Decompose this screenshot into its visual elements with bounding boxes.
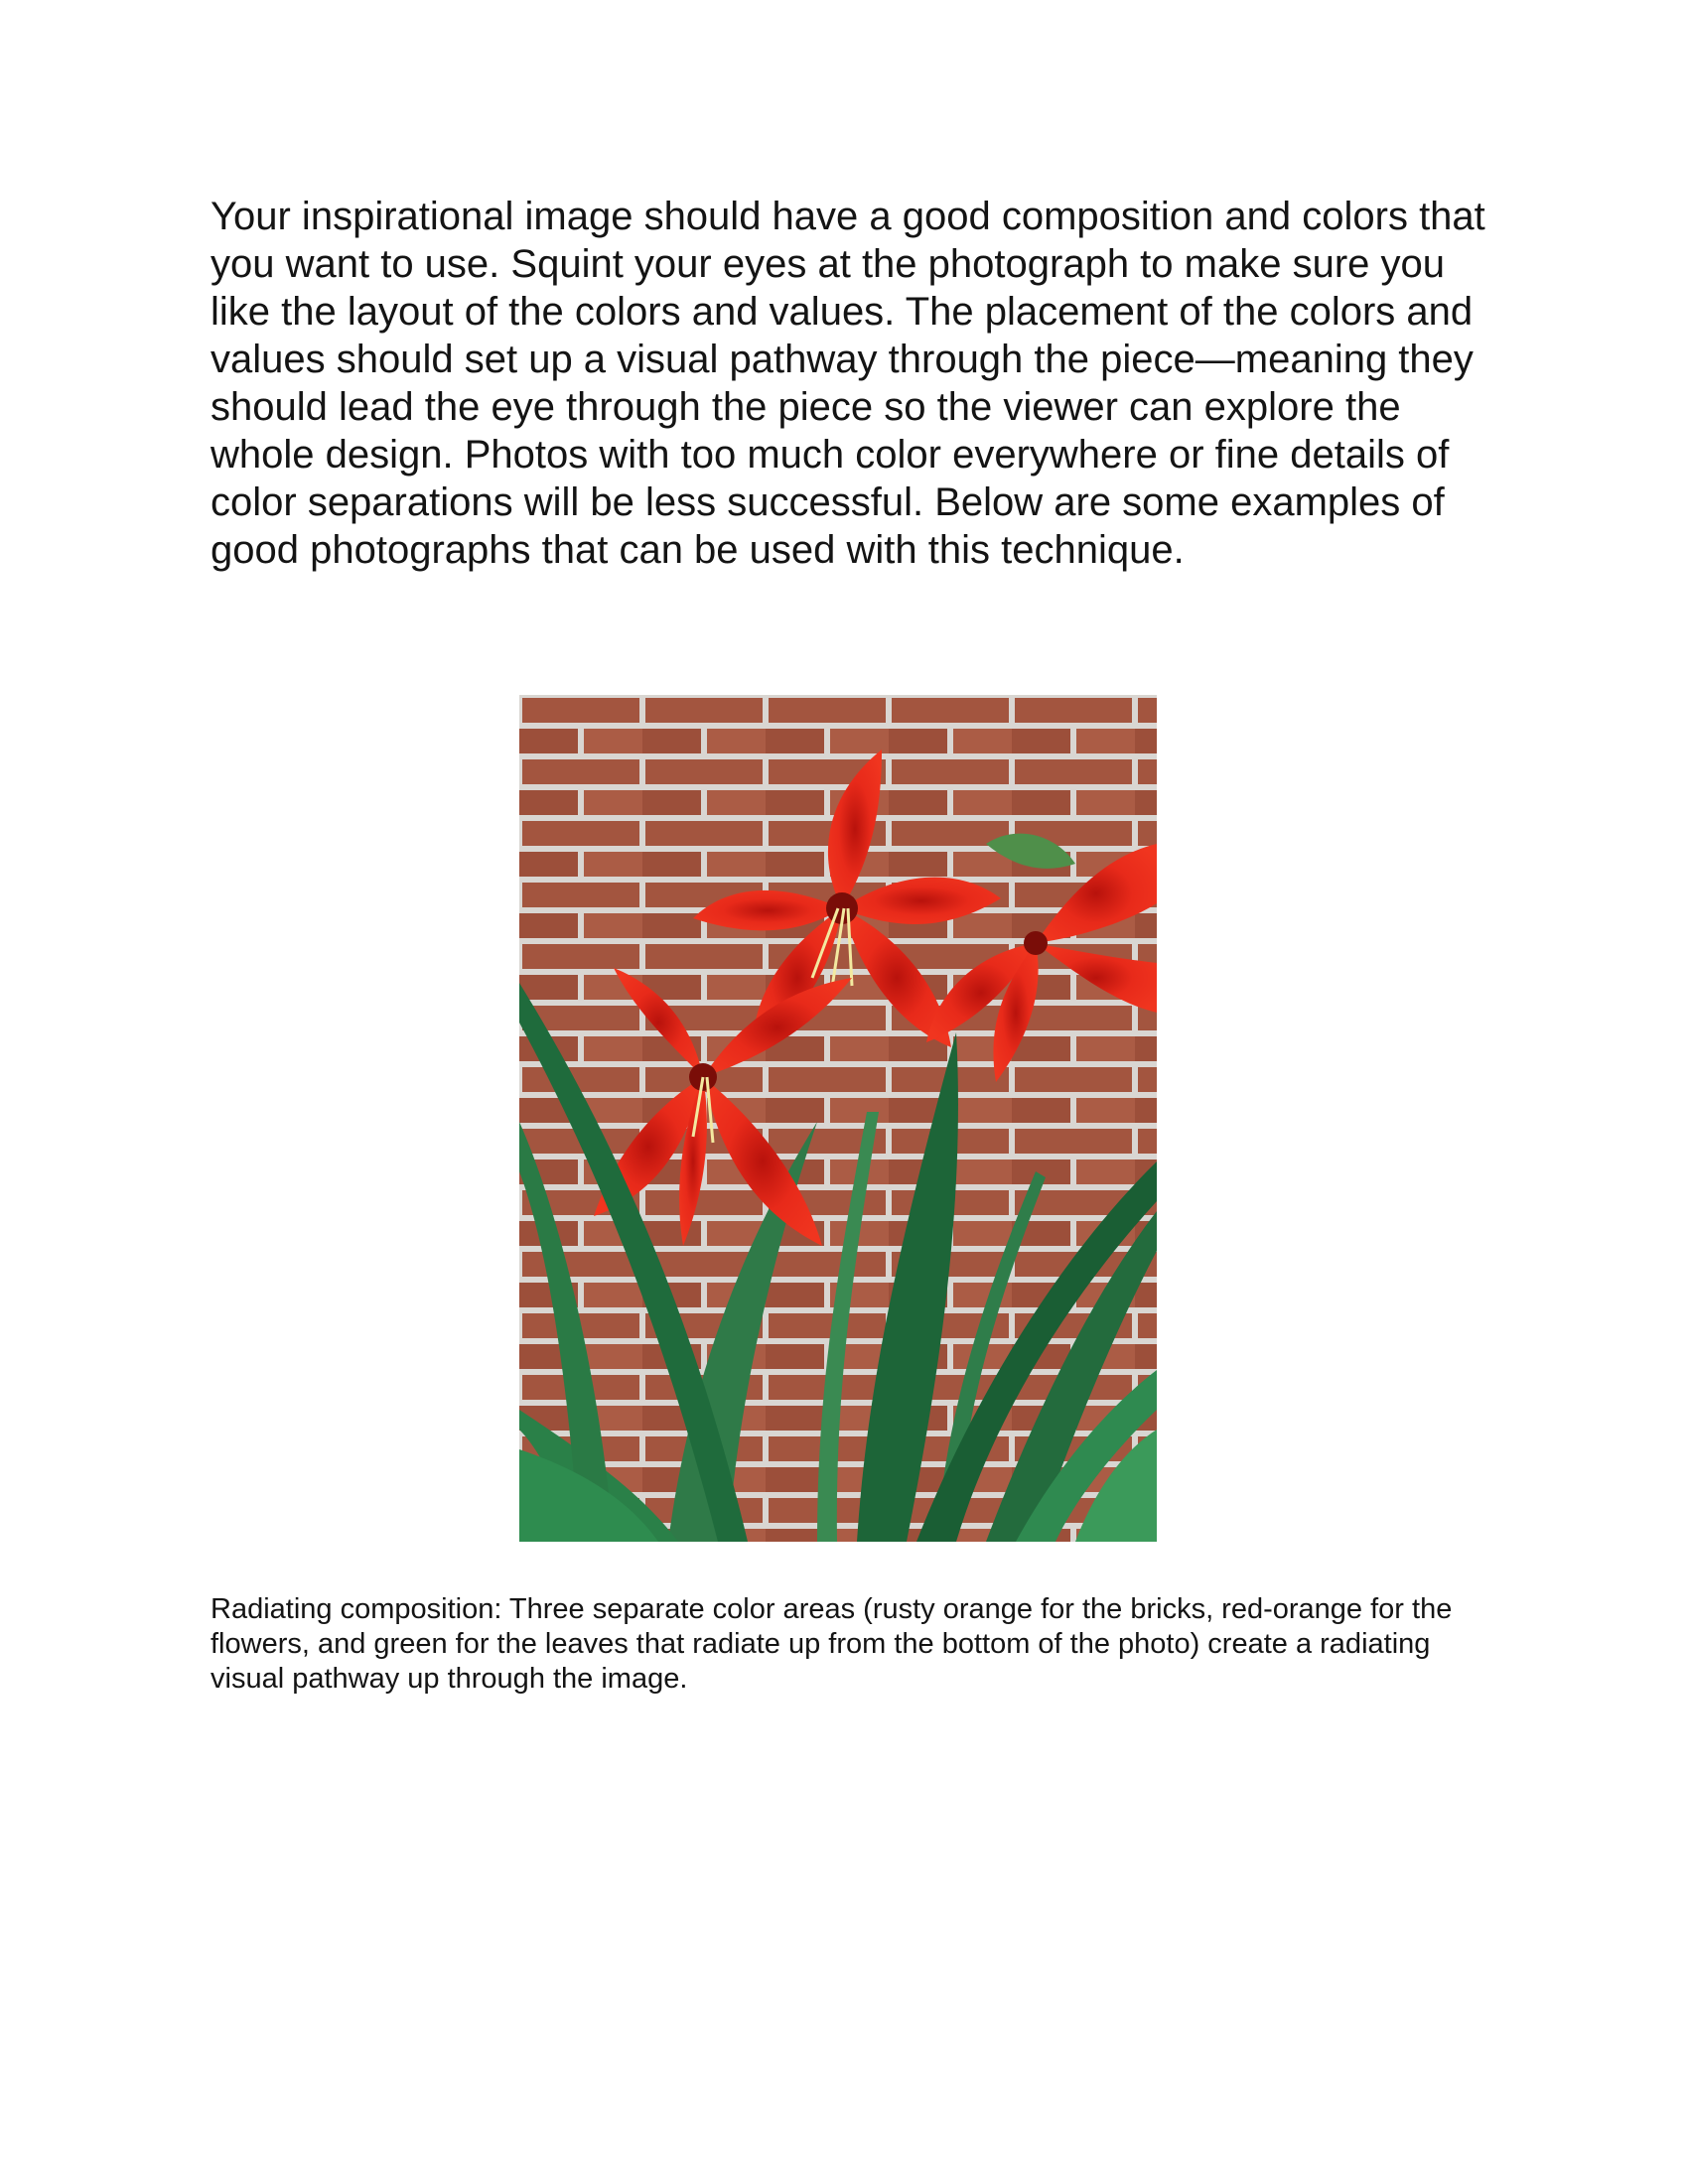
amaryllis-photo-illustration xyxy=(519,695,1157,1542)
figure-caption: Radiating composition: Three separate color areas (rusty orange for the bricks, red-orange for the flowers, and green for the leaves that radiate up from the bottom of the photo) create a radiating visual pathway up through the image. xyxy=(211,1593,1453,1695)
body-paragraph: Your inspirational image should have a good composition and colors that you want to use. Squint your eyes at the photograph to make sure you like the layout of the colors and values. The placement of the colors and values should set up a visual pathway through the piece—meaning they should lead the eye through the piece so the viewer can explore the whole design. Photos with too much color everywhere or fine details of color separations will be less successful. Below are some examples of good photographs that can be used with this technique. xyxy=(211,195,1485,572)
amaryllis-photo xyxy=(519,695,1157,1542)
